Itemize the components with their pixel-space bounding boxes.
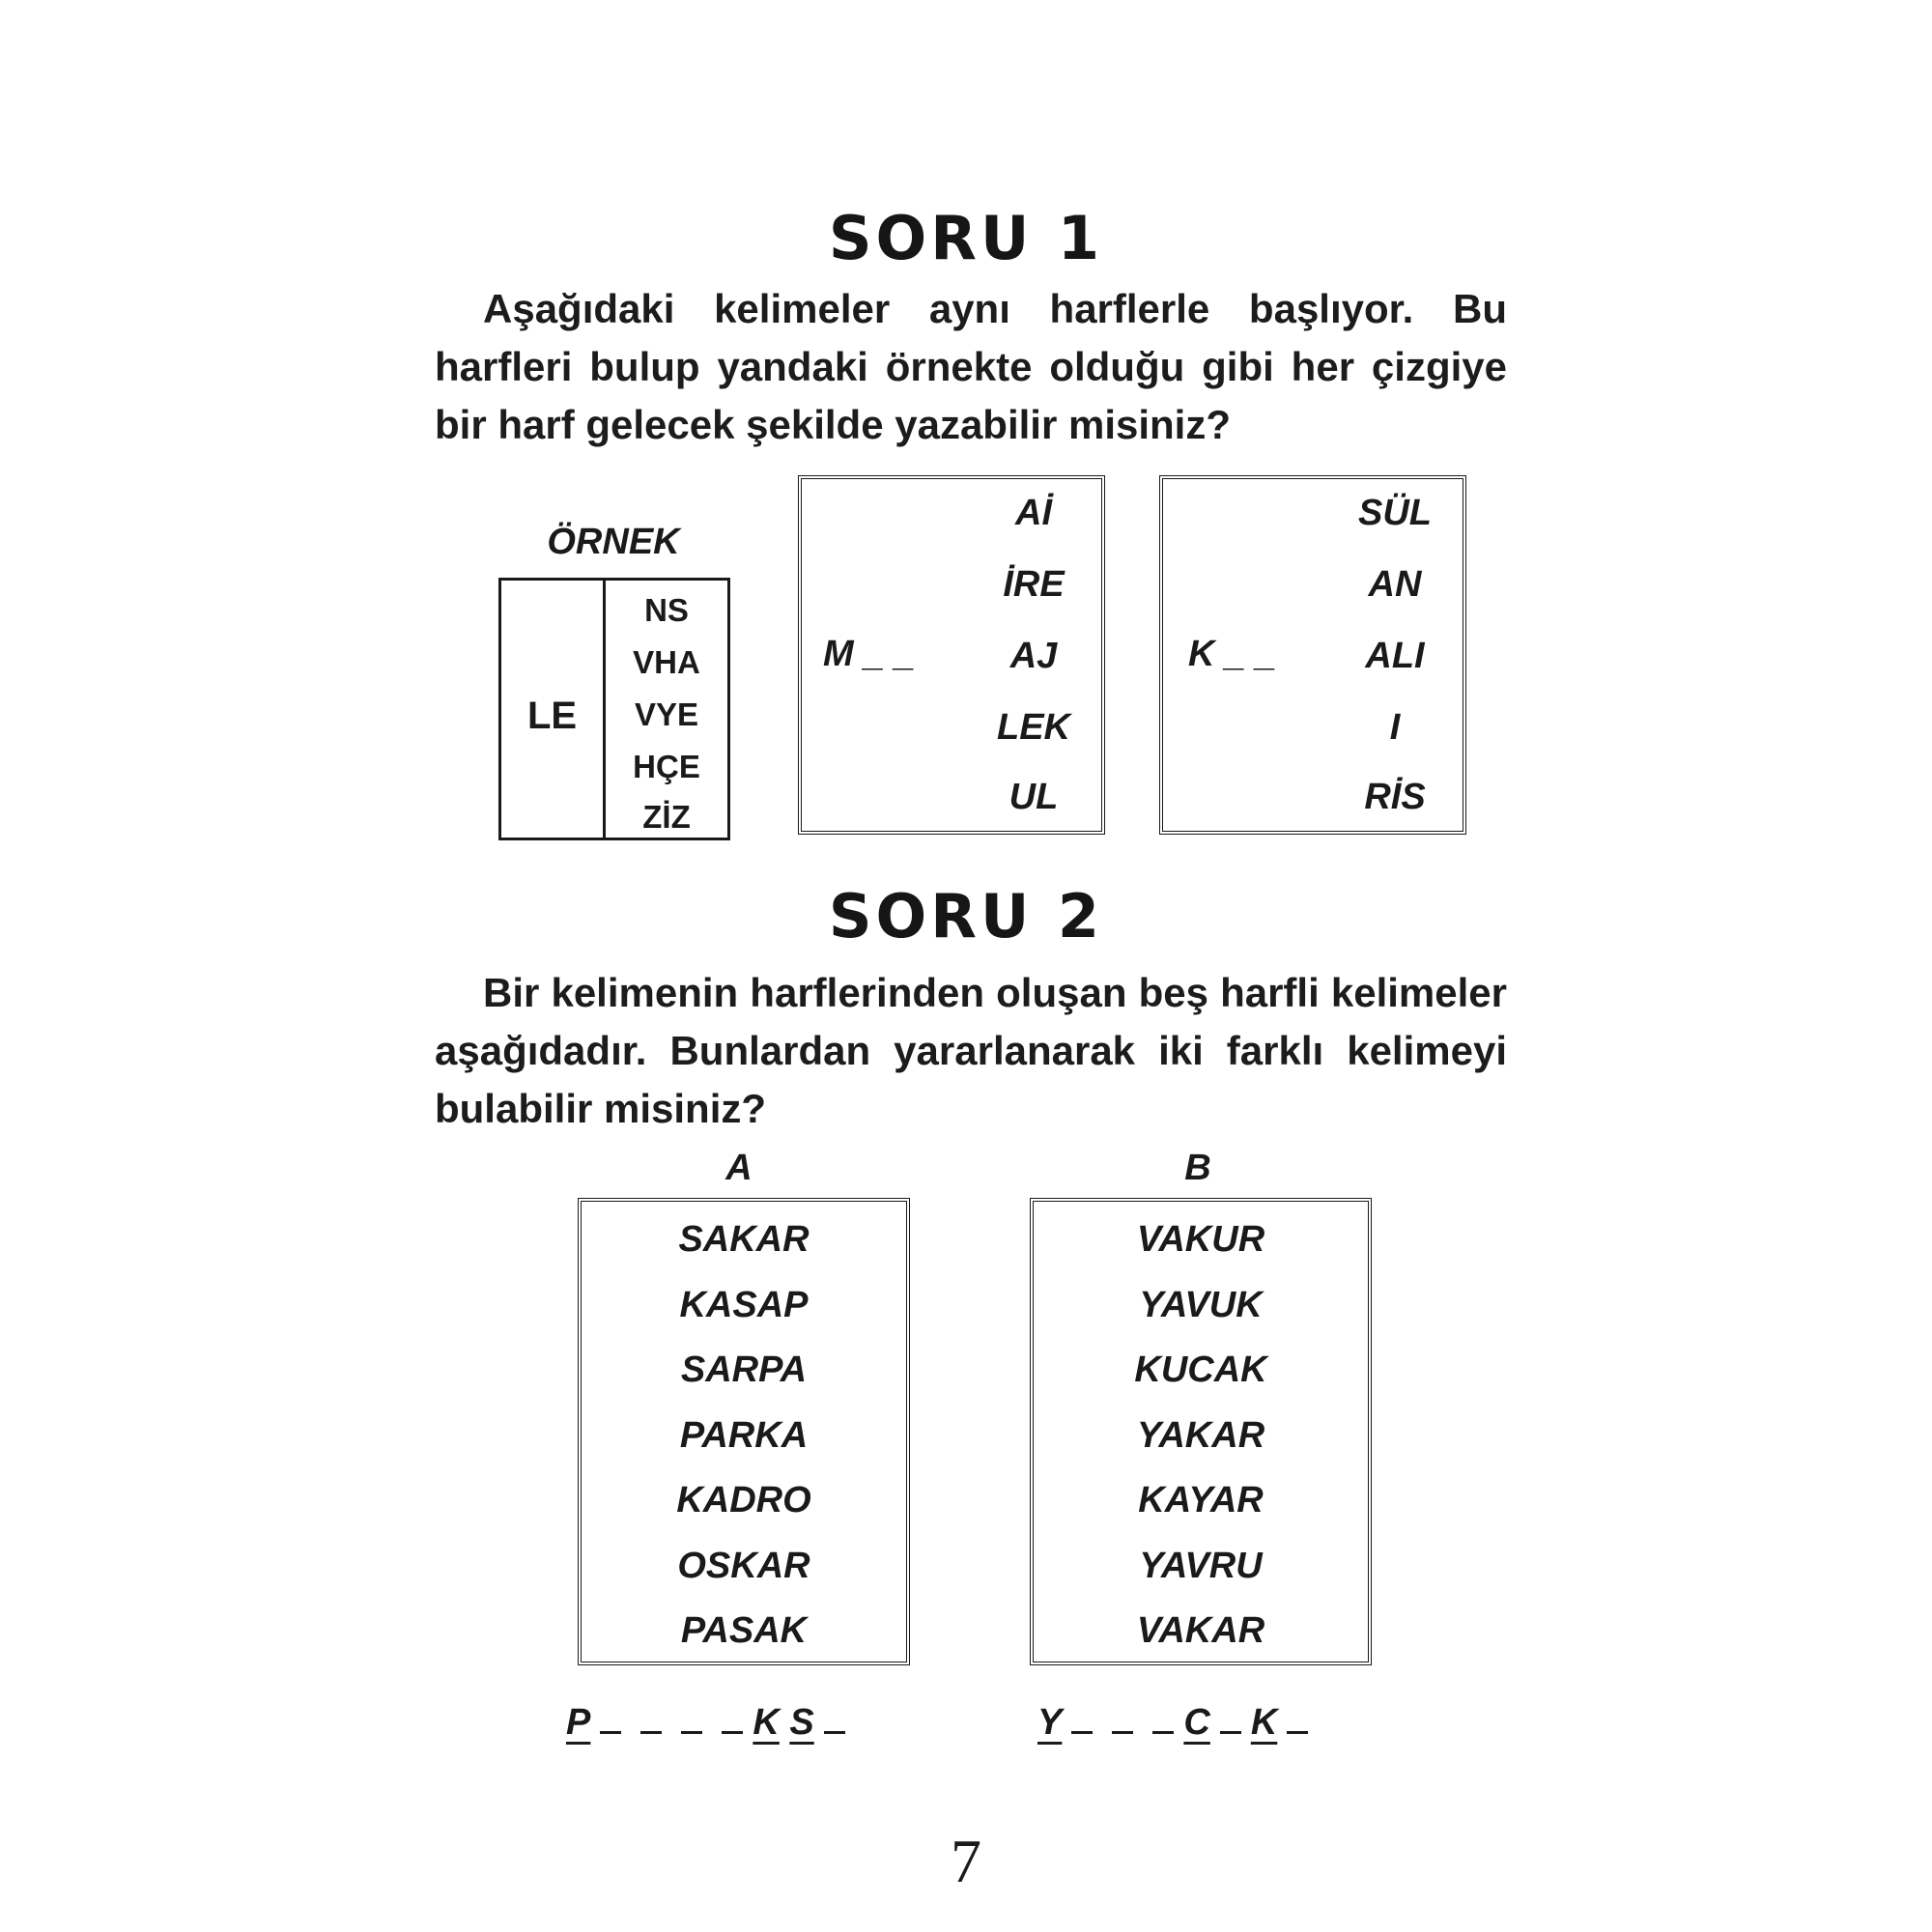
example-left: LE [526,695,578,737]
k-box [1159,475,1466,835]
answer-b-letter: Y [1037,1702,1063,1743]
answer-a-letter: S [789,1702,814,1743]
list-a-word: KASAP [679,1285,809,1325]
list-a-label: A [725,1148,753,1188]
m-box [798,475,1105,835]
answer-a-letter: K [753,1702,780,1743]
answer-a-letter: P [566,1702,591,1743]
example-box [498,578,730,840]
m-suffix: UL [1009,777,1059,817]
m-suffix: İRE [1003,564,1065,605]
soru2-paragraph: Bir kelimenin harflerinden oluşan beş harfli kelimeler aşağıdadır. Bunlardan yararlanarak iki farklı kelimeyi bulabilir misiniz? [435,970,1507,1131]
k-suffix: ALI [1365,636,1425,676]
list-b-box [1030,1198,1372,1665]
answer-blank[interactable] [640,1702,662,1734]
k-suffix: I [1389,707,1401,748]
list-a-word: SAKAR [678,1219,810,1260]
soru2-title: SORU 2 [828,881,1104,952]
answer-b [1037,1702,1318,1744]
answer-blank[interactable] [681,1702,702,1734]
answer-blank[interactable] [1071,1702,1093,1734]
list-a-word: PASAK [680,1610,808,1651]
list-a-box [578,1198,910,1665]
k-suffix: RİS [1364,777,1426,817]
list-b-word: KAYAR [1138,1480,1264,1520]
answer-blank[interactable] [722,1702,743,1734]
soru1-paragraph: Aşağıdaki kelimeler aynı harflerle başlıyor. Bu harfleri bulup yandaki örnekte olduğu gibi her çizgiye bir harf gelecek şekilde yazabilir misiniz? [435,286,1507,447]
answer-blank[interactable] [1152,1702,1174,1734]
example-label: ÖRNEK [547,522,680,562]
example-suffix: NS [644,592,689,628]
answer-blank[interactable] [824,1702,845,1734]
list-b-word: VAKAR [1136,1610,1265,1651]
list-b-word: YAKAR [1136,1415,1265,1456]
example-suffix: VHA [633,644,700,680]
answer-blank[interactable] [1220,1702,1241,1734]
page-number: 7 [951,1827,981,1895]
m-suffix: Aİ [1015,493,1052,533]
list-a-word: PARKA [679,1415,809,1456]
answer-b-letter: K [1250,1702,1278,1743]
k-suffix: AN [1368,564,1422,605]
list-a-word: OSKAR [677,1546,810,1586]
answer-b-letter: C [1183,1702,1210,1743]
k-suffix: SÜL [1358,493,1432,533]
list-b-word: KUCAK [1134,1350,1267,1390]
answer-a [566,1702,855,1744]
k-prefix: K _ _ [1188,634,1276,674]
m-suffix: LEK [997,707,1070,748]
list-b-label: B [1184,1148,1211,1188]
list-a-word: KADRO [676,1480,811,1520]
list-b-word: YAVRU [1139,1546,1263,1586]
list-a-word: SARPA [680,1350,808,1390]
answer-blank[interactable] [1112,1702,1133,1734]
list-b-word: YAVUK [1139,1285,1263,1325]
example-suffix: ZİZ [642,799,691,835]
answer-blank[interactable] [600,1702,621,1734]
example-suffix: HÇE [633,749,700,784]
example-suffix: VYE [634,696,699,732]
list-b-word: VAKUR [1136,1219,1265,1260]
m-suffix: AJ [1009,636,1058,676]
answer-blank[interactable] [1287,1702,1308,1734]
soru1-title: SORU 1 [828,203,1104,273]
m-prefix: M _ _ [823,634,916,674]
